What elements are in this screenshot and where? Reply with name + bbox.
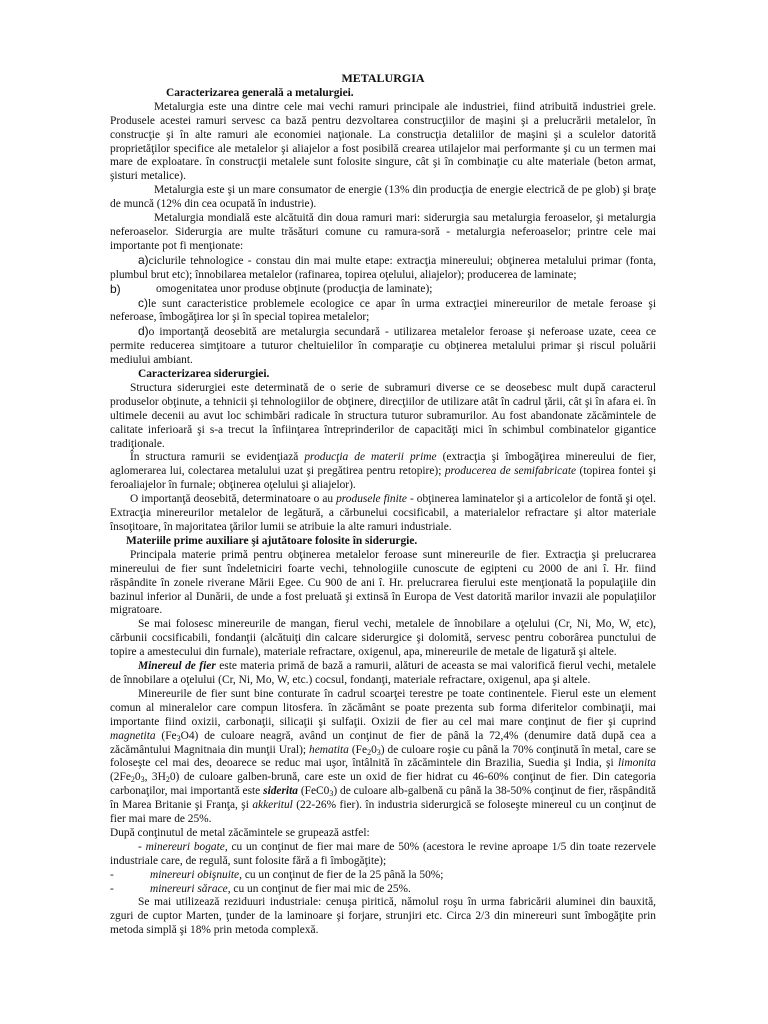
paragraph-1: Metalurgia este una dintre cele mai vechi ramuri principale ale industriei, fiind atribuită industriei grele. Produsele acestei ramuri servesc ca bază pentru dezvoltarea construcţiilor de maşini şi a prelucrării metalelor, în construcţie şi în alte ramuri ale economiei naţionale. La construcţia detaliilor de maşini şi a sculelor datorită proprietăţilor specifice ale metalelor şi aliajelor a fost posibilă crearea utilajelor mai performante şi cu un termen mai mare de exploatare. în construcţii metalele sunt folosite singure, cât şi în combinaţie cu alte materiale (beton armat, şisturi metalice). xyxy=(110,100,656,183)
p10-sub-4: 2 xyxy=(130,775,135,785)
paragraph-8: Se mai folosesc minereurile de mangan, fierul vechi, metalele de înnobilare a oţelului (Cr, Ni, Mo, W, etc), cărbunii cocsificabili, fondanţii (alcătuiţi din calcare siderurgice şi dolomită, servesc pentru coborârea punctului de topire a amestecului din furnale), materiale refractare, oxigenul, apa, minereurile de metale de ligatură şi altele. xyxy=(110,618,656,659)
p10-text-4: (Fe xyxy=(348,743,368,756)
p5-emphasis-1: producţia de materii prime xyxy=(304,451,437,464)
p10-sub-6: 2 xyxy=(165,775,170,785)
p10-text-13: (22-26% fier). în industria siderurgică se foloseşte minereul cu un conţinut de fier mai mare de 25%. xyxy=(110,799,657,826)
p10-magnetita: magnetita xyxy=(110,729,156,742)
dash-item-2 xyxy=(110,869,656,883)
dash-text-1: cu un conţinut de fier mai mare de 50% (acestora le revine aproape 1/5 din toate rezervele industriale care, de regulă, sunt folosite fără a fi îmbogăţite); xyxy=(110,840,656,867)
paragraph-11: După conţinutul de metal zăcămintele se grupează astfel: xyxy=(110,826,370,839)
p10-text-12: ) de culoare alb-galbenă cu până la 38-50% conţinut de fier, răspândită în Marea Britanie şi Franţa, şi xyxy=(110,785,656,812)
p10-text-2: (Fe xyxy=(155,729,177,742)
heading-general: Caracterizarea generală a metalurgiei. xyxy=(166,86,354,99)
dash-item-1 xyxy=(110,841,656,869)
paragraph-5 xyxy=(110,451,656,493)
p10-text-5: 0 xyxy=(371,743,377,756)
dash-term-2: minereuri obişnuite, xyxy=(150,868,242,881)
dash-marker-3: - xyxy=(110,882,114,895)
paragraph-12: Se mai utilizează reziduuri industriale: cenuşa piritică, nămolul roşu în urma fabricării aluminei din bauxită, zguri de cuptor Marten, ţunder de la laminoare şi forjare, strunjiri etc. Circa 2/3 din minereuri sunt îmbogăţite prin metoda simplă şi 18% prin metoda complexă. xyxy=(110,896,656,937)
paragraph-2: Metalurgia este şi un mare consumator de energie (13% din producţia de energie electrică de pe glob) şi braţe de muncă (12% din cea ocupată în industrie). xyxy=(110,184,656,211)
paragraph-9 xyxy=(110,660,656,688)
dash-marker-1: - xyxy=(138,840,146,853)
heading-raw-materials: Materiile prime auxiliare şi ajutătoare folosite în siderurgie. xyxy=(126,534,418,547)
p10-text-3: O4) de culoare neagră, având un conţinut de fier de până la 72,4% (denumire dată după cea a zăcământului Magnitnaia din munţii Ural); xyxy=(110,729,656,756)
p10-text-6: ) de culoare roşie cu până la 70% conţinută în metal, care se foloseşte cel mai des, deoarece se reduc mai uşor, întâlnită în zăcămintele din Brazilia, Suedia şi India, şi xyxy=(110,743,656,770)
p10-text-10: 0) de culoare galben-brună, care este un oxid de fier hidrat cu 46-60% conţinut de fier. Din categoria carbonaţilor, mai importantă este xyxy=(110,771,656,798)
list-marker-c: c) xyxy=(138,295,148,310)
dash-text-2: cu un conţinut de fier de la 25 până la 50%; xyxy=(241,868,444,881)
list-item-b xyxy=(110,283,656,297)
paragraph-7: Principala materie primă pentru obţinerea metalelor feroase sunt minereurile de fier. Extracţia şi prelucrarea minereului de fier sunt îndeletniciri foarte vechi, tehnologiile cunoscute de egipteni cu 2000 de ani î. Hr. fiind răspândite în zonele riverane Mării Egee. Cu 900 de ani î. Hr. prelucrarea fierului este menţionată la populaţiile din bazinul inferior al Dunării, de unde a fost preluată şi extinsă în Europa de Vest datorită marilor invazii ale populaţiilor migratoare. xyxy=(110,548,656,617)
p10-hematita: hematita xyxy=(309,743,349,756)
p10-text-1: Minereurile de fier sunt bine conturate în cadrul scoarţei terestre pe toate continentele. Fierul este un element comun al mineralelor care compun litosfera. în zăcământ se poate prezenta sub forma diferitelor combinaţii, mai importante fiind oxizii, carbonaţii, silicaţii şi sulfaţii. Oxizii de fier au cel mai mare conţinut de fier şi cuprind xyxy=(110,687,656,728)
p10-siderita: siderita xyxy=(263,785,298,798)
paragraph-4: Structura siderurgiei este determinată de o serie de subramuri diverse ce se deosebesc mult după caracterul produselor obţinute, a tehnicii şi tehnologiilor de obţinere, direcţiilor de utilizare atât în cadrul ţării, cât şi în afara ei. în ultimele decenii au avut loc schimbări radicale în structura tuturor subramurilor. Au fost abandonate zăcămintele de calitate inferioară şi s-a trecut la înfiinţarea întreprinderilor de capacităţi mici în schimbul combinatelor gigantice tradiţionale. xyxy=(110,381,656,450)
dash-text-3: cu un conţinut de fier mai mic de 25%. xyxy=(230,882,411,895)
p6-emphasis: produsele finite xyxy=(336,493,407,506)
p10-sub-2: 2 xyxy=(367,747,372,757)
p5-text-2: (extracţia şi îmbogăţirea minereului de fier, aglomerarea lui, colectarea metalului uzat şi pregătirea pentru retopire); xyxy=(110,451,656,478)
p10-text-11: (FeC0 xyxy=(297,785,330,798)
p10-sub-5: 3 xyxy=(140,775,145,785)
paragraph-3: Metalurgia mondială este alcătuită din doua ramuri mari: siderurgia sau metalurgia feroaselor, şi metalurgia neferoaselor. Siderurgia are multe trăsături comune cu ramura-soră - metalurgia neferoaselor; printre cele mai importante pot fi menţionate: xyxy=(110,212,656,252)
p10-sub-3: 3 xyxy=(376,747,381,757)
p5-text-3: (topirea fontei şi feroaliajelor în furnale; obţinerea oţelului şi aliajelor). xyxy=(110,465,656,492)
list-marker-a: a) xyxy=(138,252,149,267)
heading-siderurgy: Caracterizarea siderurgiei. xyxy=(138,368,270,381)
p5-text-1: În structura ramurii se evidenţiază xyxy=(130,451,305,464)
list-item-d xyxy=(110,325,656,368)
list-text-c: le sunt caracteristice problemele ecologice ce apar în urma extracţiei minereurilor de metale feroase şi neferoase, îmbogăţirea lor şi în special topirea metalelor; xyxy=(110,297,656,324)
p10-text-7: (2Fe xyxy=(110,771,131,784)
list-text-d: o importanţă deosebită are metalurgia secundară - utilizarea metalelor feroase şi neferoase uzate, ceea ce permite reducerea simţitoare a tuturor cheltuielilor în comparaţie cu obţinerea metalului primar şi riscul poluării mediului ambiant. xyxy=(110,326,656,367)
p5-emphasis-2: producerea de semifabricate xyxy=(444,465,577,478)
p9-bold-term: Minereul de fier xyxy=(138,660,216,673)
p10-text-9: , 3H xyxy=(144,771,166,784)
list-text-b: omogenitatea unor produse obţinute (producţia de laminate); xyxy=(156,282,433,295)
document-title: METALURGIA xyxy=(341,71,425,85)
dash-term-3: minereuri sărace, xyxy=(150,882,231,895)
dash-term-1: minereuri bogate, xyxy=(145,840,228,853)
p6-text-1: O importanţă deosebită, determinatoare o au xyxy=(130,493,337,506)
dash-item-3 xyxy=(110,883,656,897)
p9-text: este materia primă de bază a ramurii, alături de aceasta se mai valorifică fierul vechi, metalele de înnobilare a oţelului (Cr, Ni, Mo, W, etc.) cocsul, fondanţi, materiale refractare, oxigenul, apa şi altele. xyxy=(110,660,656,686)
p10-limonita: limonita xyxy=(618,757,656,770)
p10-text-8: 0 xyxy=(134,771,141,784)
list-item-c xyxy=(110,297,656,326)
list-marker-d: d) xyxy=(138,324,149,339)
paragraph-6 xyxy=(110,493,656,535)
p10-sub-7: 3 xyxy=(329,789,334,799)
dash-marker-2: - xyxy=(110,868,114,881)
list-text-a: ciclurile tehnologice - constau din mai multe etape: extracţia minereului; obţinerea metalului primar (fonta, plumbul brut etc); înnobilarea metalelor (rafinarea, topirea oţelului, aliajelor); producerea de laminate; xyxy=(110,254,656,281)
list-marker-b: b) xyxy=(110,281,121,296)
list-item-a xyxy=(110,254,656,283)
p6-text-2: - obţinerea laminatelor şi a articolelor de fontă şi oţel. Extracţia minereurilor metalelor de legătură, a cărbunelui cocsificabil, a materialelor refractare şi altor materiale însoţitoare, în majoritatea ţărilor lumii se atribuie la alte ramuri industriale. xyxy=(110,493,657,533)
p10-akkeritul: akkeritul xyxy=(252,799,293,812)
paragraph-10 xyxy=(110,688,656,827)
p10-sub-1: 3 xyxy=(176,733,181,743)
